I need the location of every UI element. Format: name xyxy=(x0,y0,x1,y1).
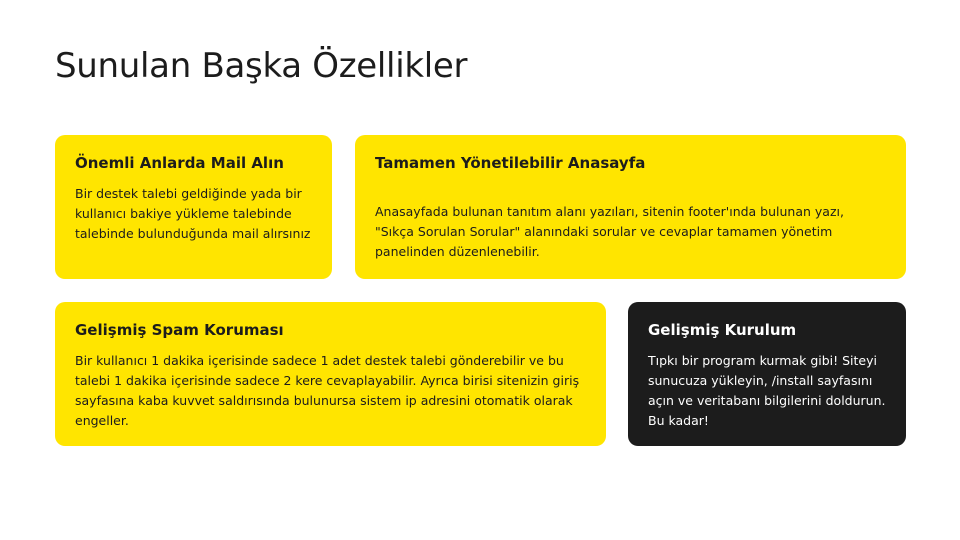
feature-card-title: Tamamen Yönetilebilir Anasayfa xyxy=(375,154,646,172)
feature-card-advanced-install xyxy=(628,302,906,446)
feature-card-description: Tıpkı bir program kurmak gibi! Siteyi sunucuza yükleyin, /install sayfasını açın ve veritabanı bilgilerini doldurun. Bu kadar! xyxy=(648,353,886,428)
feature-card-title: Gelişmiş Spam Koruması xyxy=(75,321,284,339)
feature-card-description: Bir kullanıcı 1 dakika içerisinde sadece 1 adet destek talebi gönderebilir ve bu talebi 1 dakika içerisinde sadece 2 kere cevaplayabilir. Ayrıca birisi sitenizin giriş sayfasına kaba kuvvet saldırısında bulunursa sistem ip adresini otomatik olarak engeller. xyxy=(75,353,580,428)
feature-card-mail-notification xyxy=(55,135,332,279)
feature-card-description: Bir destek talebi geldiğinde yada bir kullanıcı bakiye yükleme talebinde talebinde bulunduğunda mail alırsınız xyxy=(75,186,311,241)
slide-title: Sunulan Başka Özellikler xyxy=(55,46,468,86)
feature-card-title: Gelişmiş Kurulum xyxy=(648,321,797,339)
feature-card-spam-protection xyxy=(55,302,606,446)
feature-card-manageable-homepage xyxy=(355,135,906,279)
feature-card-title: Önemli Anlarda Mail Alın xyxy=(75,154,284,172)
feature-card-description: Anasayfada bulunan tanıtım alanı yazıları, sitenin footer'ında bulunan yazı, "Sıkça Sorulan Sorular" alanındaki sorular ve cevaplar tamamen yönetim panelinden düzenlenebilir. xyxy=(375,204,844,259)
